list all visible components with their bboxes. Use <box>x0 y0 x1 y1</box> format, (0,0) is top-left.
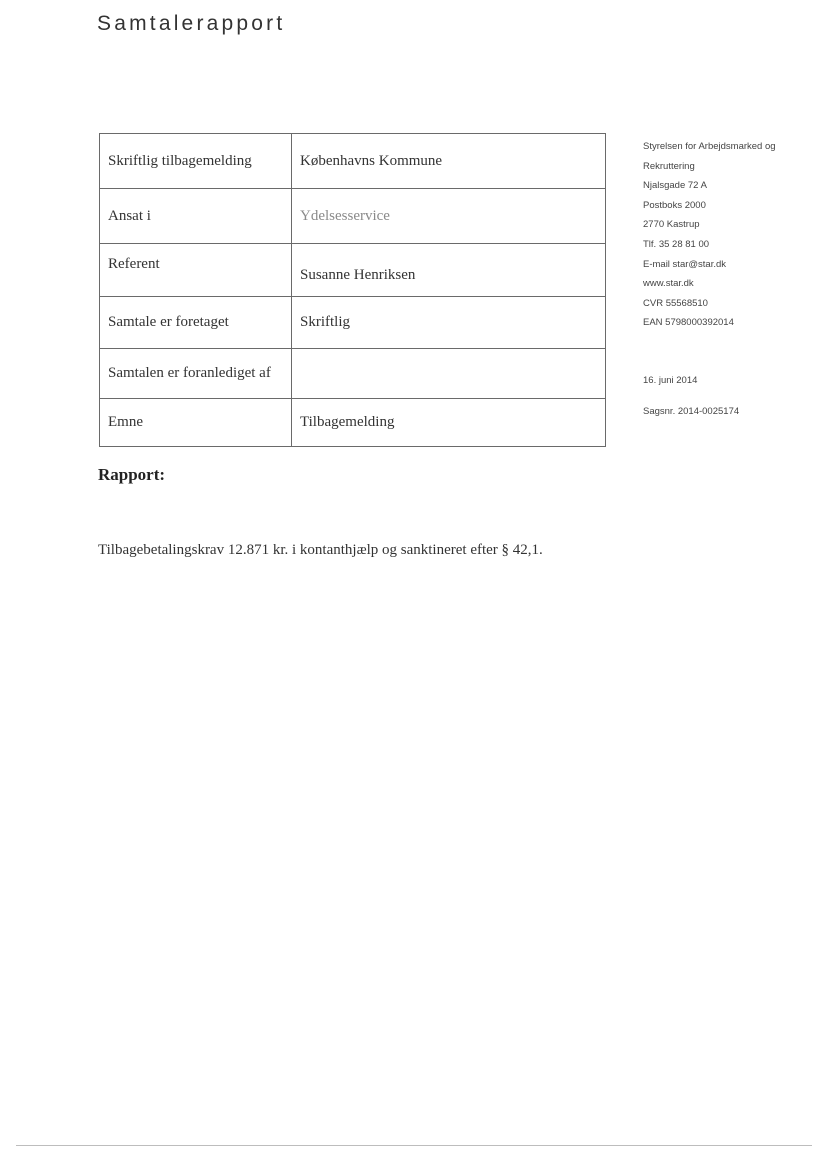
table-row <box>100 189 606 244</box>
footer-divider <box>16 1145 812 1146</box>
report-body: Tilbagebetalingskrav 12.871 kr. i kontanthjælp og sanktineret efter § 42,1. <box>98 542 543 558</box>
sender-address-block <box>643 137 823 333</box>
row-value <box>292 349 606 399</box>
row-label: Referent <box>100 244 292 297</box>
sender-line: Postboks 2000 <box>643 199 706 211</box>
sender-line: Rekruttering <box>643 160 695 172</box>
table-row <box>100 244 606 297</box>
table-row <box>100 349 606 399</box>
sender-line: Njalsgade 72 A <box>643 180 707 192</box>
sender-line: Tlf. 35 28 81 00 <box>643 238 710 250</box>
row-value: Ydelsesservice <box>292 189 606 244</box>
row-label: Skriftlig tilbagemelding <box>100 134 292 189</box>
sender-line: EAN 5798000392014 <box>643 317 734 329</box>
document-date: 16. juni 2014 <box>643 375 698 386</box>
table-row <box>100 297 606 349</box>
info-table <box>99 133 606 447</box>
sender-website: www.star.dk <box>643 278 694 290</box>
case-number: Sagsnr. 2014-0025174 <box>643 406 740 417</box>
row-label: Samtale er foretaget <box>100 297 292 349</box>
sender-line: CVR 55568510 <box>643 297 708 309</box>
sender-line: 2770 Kastrup <box>643 219 700 231</box>
row-value: Susanne Henriksen <box>292 244 606 297</box>
row-value: Tilbagemelding <box>292 399 606 447</box>
sender-email: E-mail star@star.dk <box>643 258 727 270</box>
row-label: Samtalen er foranlediget af <box>100 349 292 399</box>
row-label: Emne <box>100 399 292 447</box>
row-value: Københavns Kommune <box>292 134 606 189</box>
document-title: Samtalerapport <box>97 12 286 35</box>
report-heading: Rapport: <box>98 465 166 484</box>
row-value: Skriftlig <box>292 297 606 349</box>
table-row <box>100 399 606 447</box>
table-row <box>100 134 606 189</box>
sender-line: Styrelsen for Arbejdsmarked og <box>643 141 776 152</box>
row-label: Ansat i <box>100 189 292 244</box>
